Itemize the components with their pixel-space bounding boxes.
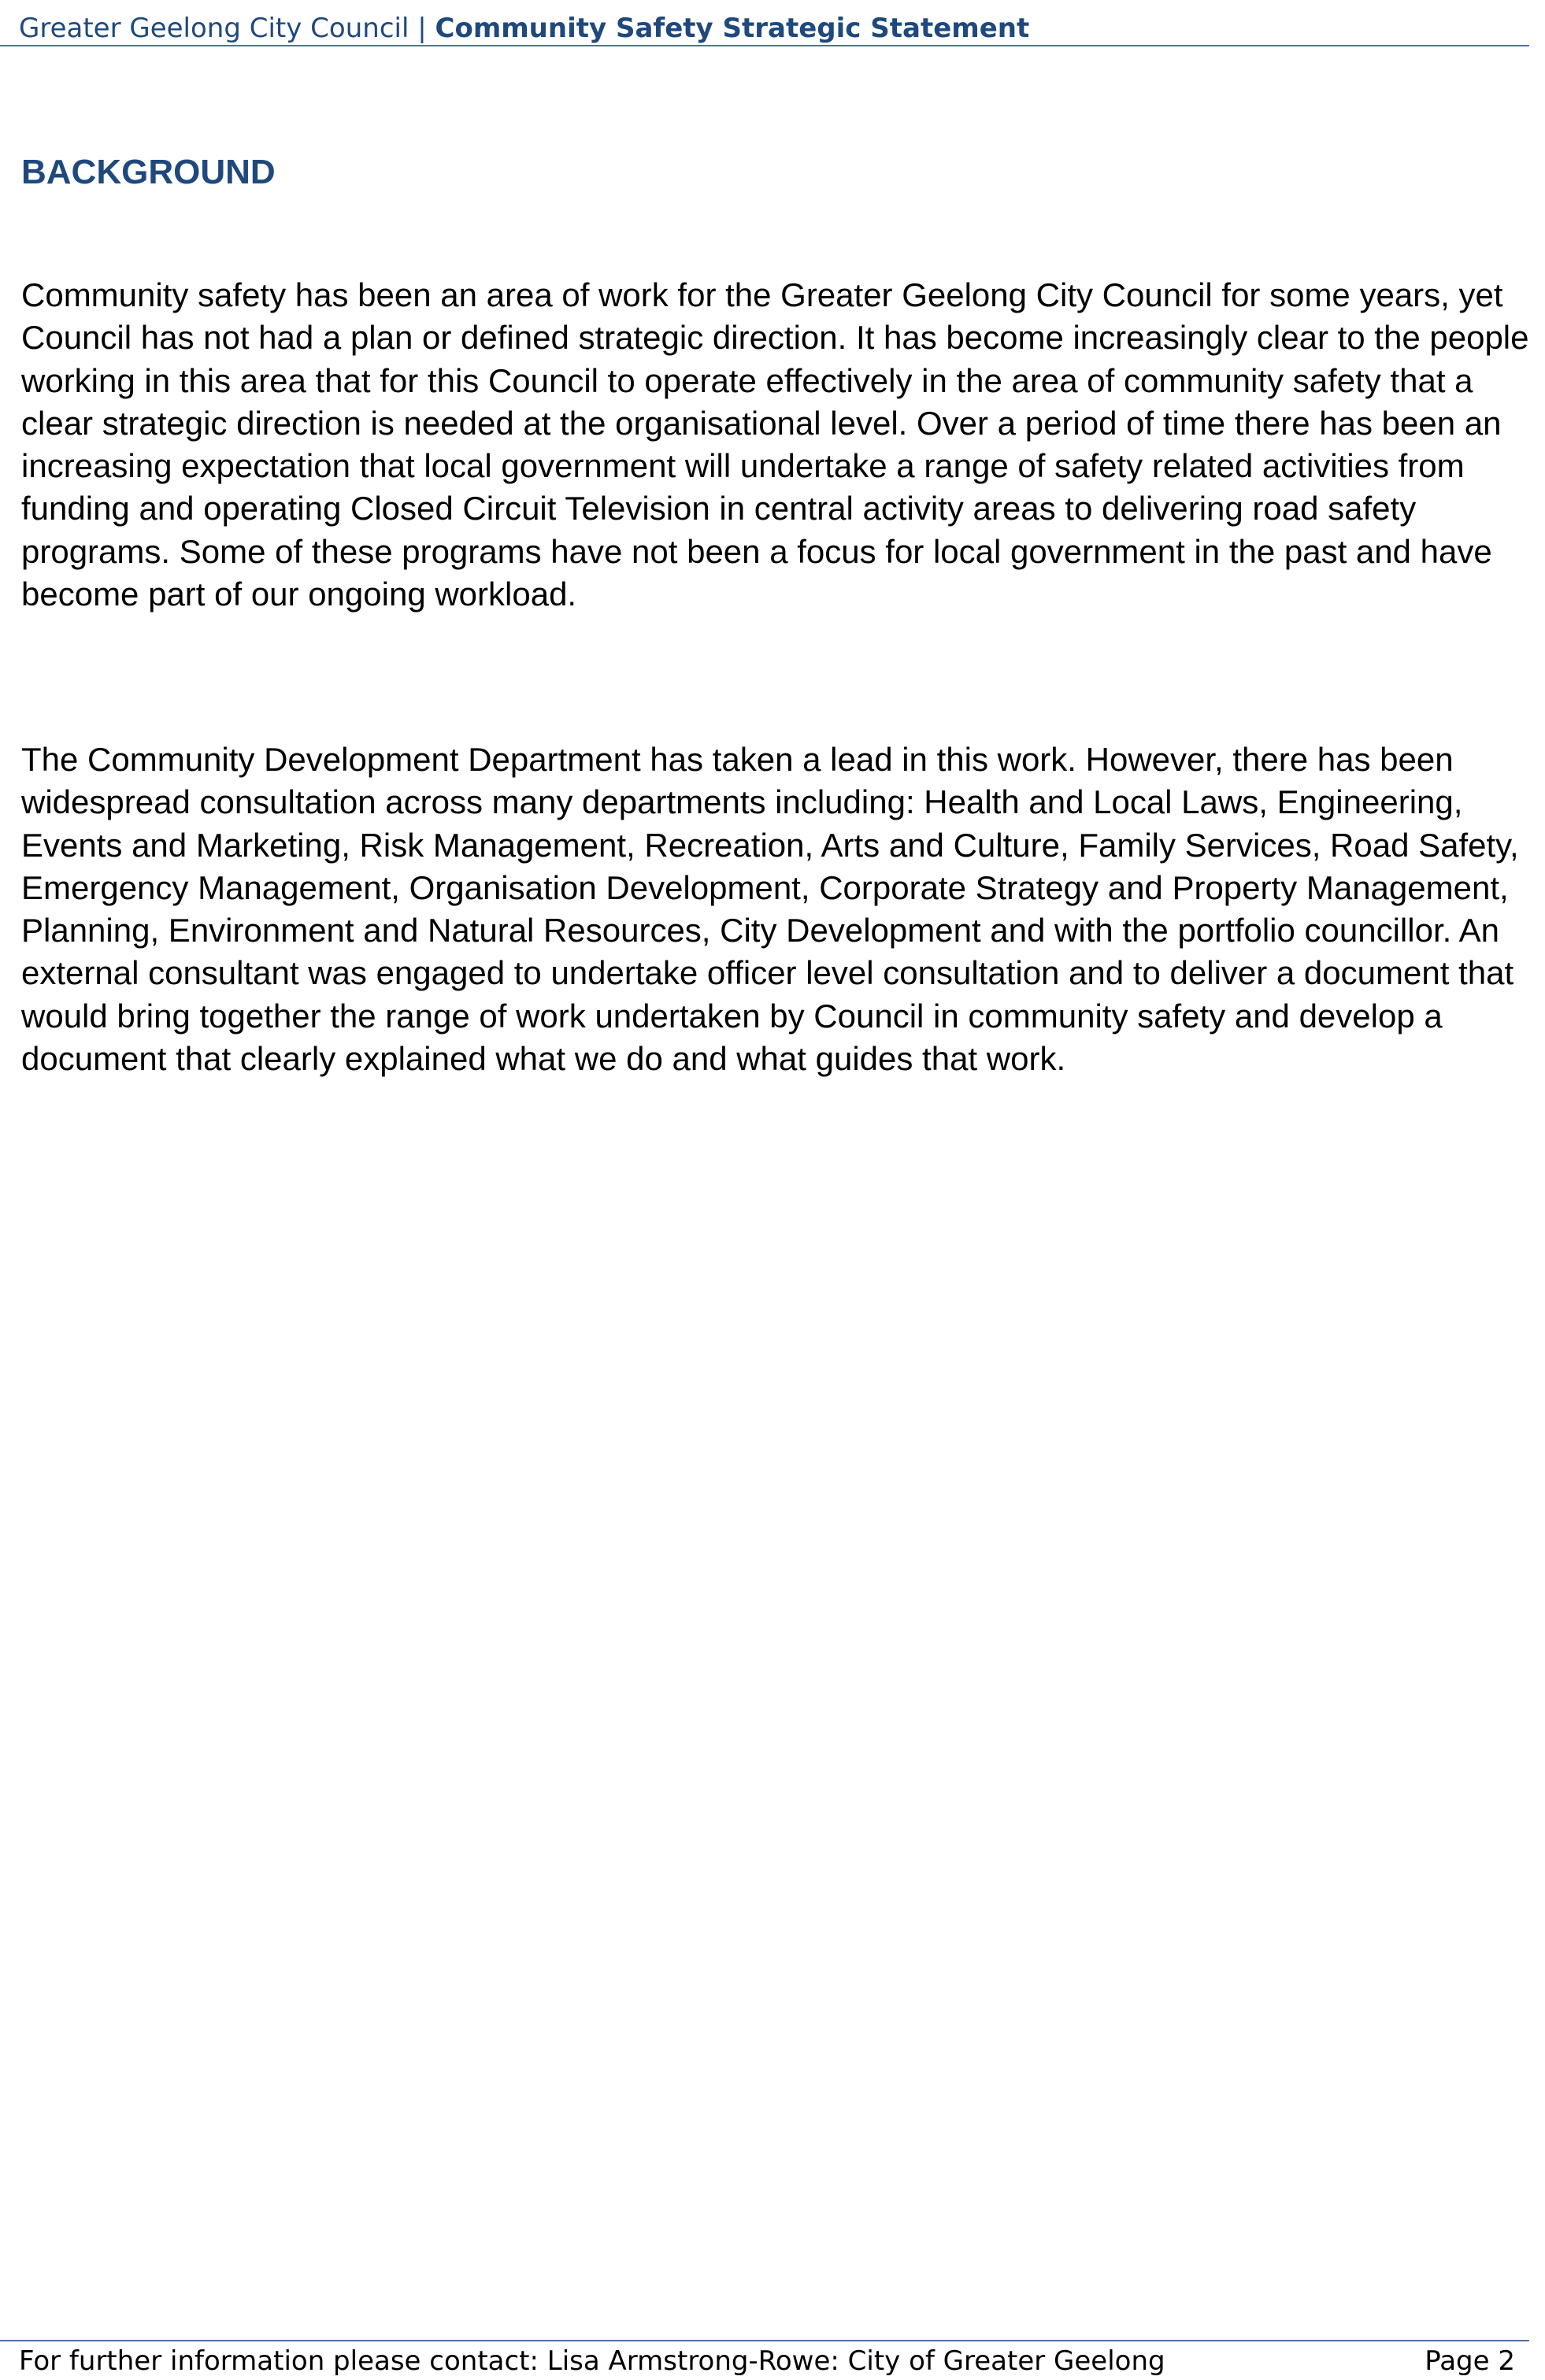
page-header <box>19 8 1029 49</box>
footer-divider <box>0 2340 1529 2341</box>
background-paragraph-2: The Community Development Department has taken a lead in this work. However, there has been widespread consultation across many departments including: Health and Local Laws, Engineering, Events and Marketing, Risk Management, Recreation, Arts and Culture, Family Services, Road Safety, Emergency Management, Organisation Development, Corporate Strategy and Property Management, Planning, Environment and Natural Resources, City Development and with the portfolio councillor. An external consultant was engaged to undertake officer level consultation and to deliver a document that would bring together the range of work undertaken by Council in community safety and develop a document that clearly explained what we do and what guides that work. <box>21 741 1519 1078</box>
page-number: Page 2 <box>1425 2345 1515 2377</box>
section-heading: BACKGROUND <box>21 153 276 191</box>
header-separator: | <box>417 13 427 44</box>
header-council-name: Greater Geelong City Council <box>19 13 409 44</box>
background-paragraph-1: Community safety has been an area of work for the Greater Geelong City Council for some years, yet Council has not had a plan or defined strategic direction. It has become increasingly clear to the people working in this area that for this Council to operate effectively in the area of community safety that a clear strategic direction is needed at the organisational level. Over a period of time there has been an increasing expectation that local government will undertake a range of safety related activities from funding and operating Closed Circuit Television in central activity areas to delivering road safety programs. Some of these programs have not been a focus for local government in the past and have become part of our ongoing workload. <box>21 276 1529 613</box>
footer-contact: For further information please contact: Lisa Armstrong-Rowe: City of Greater Geelong <box>19 2345 1165 2377</box>
header-document-title: Community Safety Strategic Statement <box>435 13 1030 44</box>
header-divider <box>0 45 1529 46</box>
